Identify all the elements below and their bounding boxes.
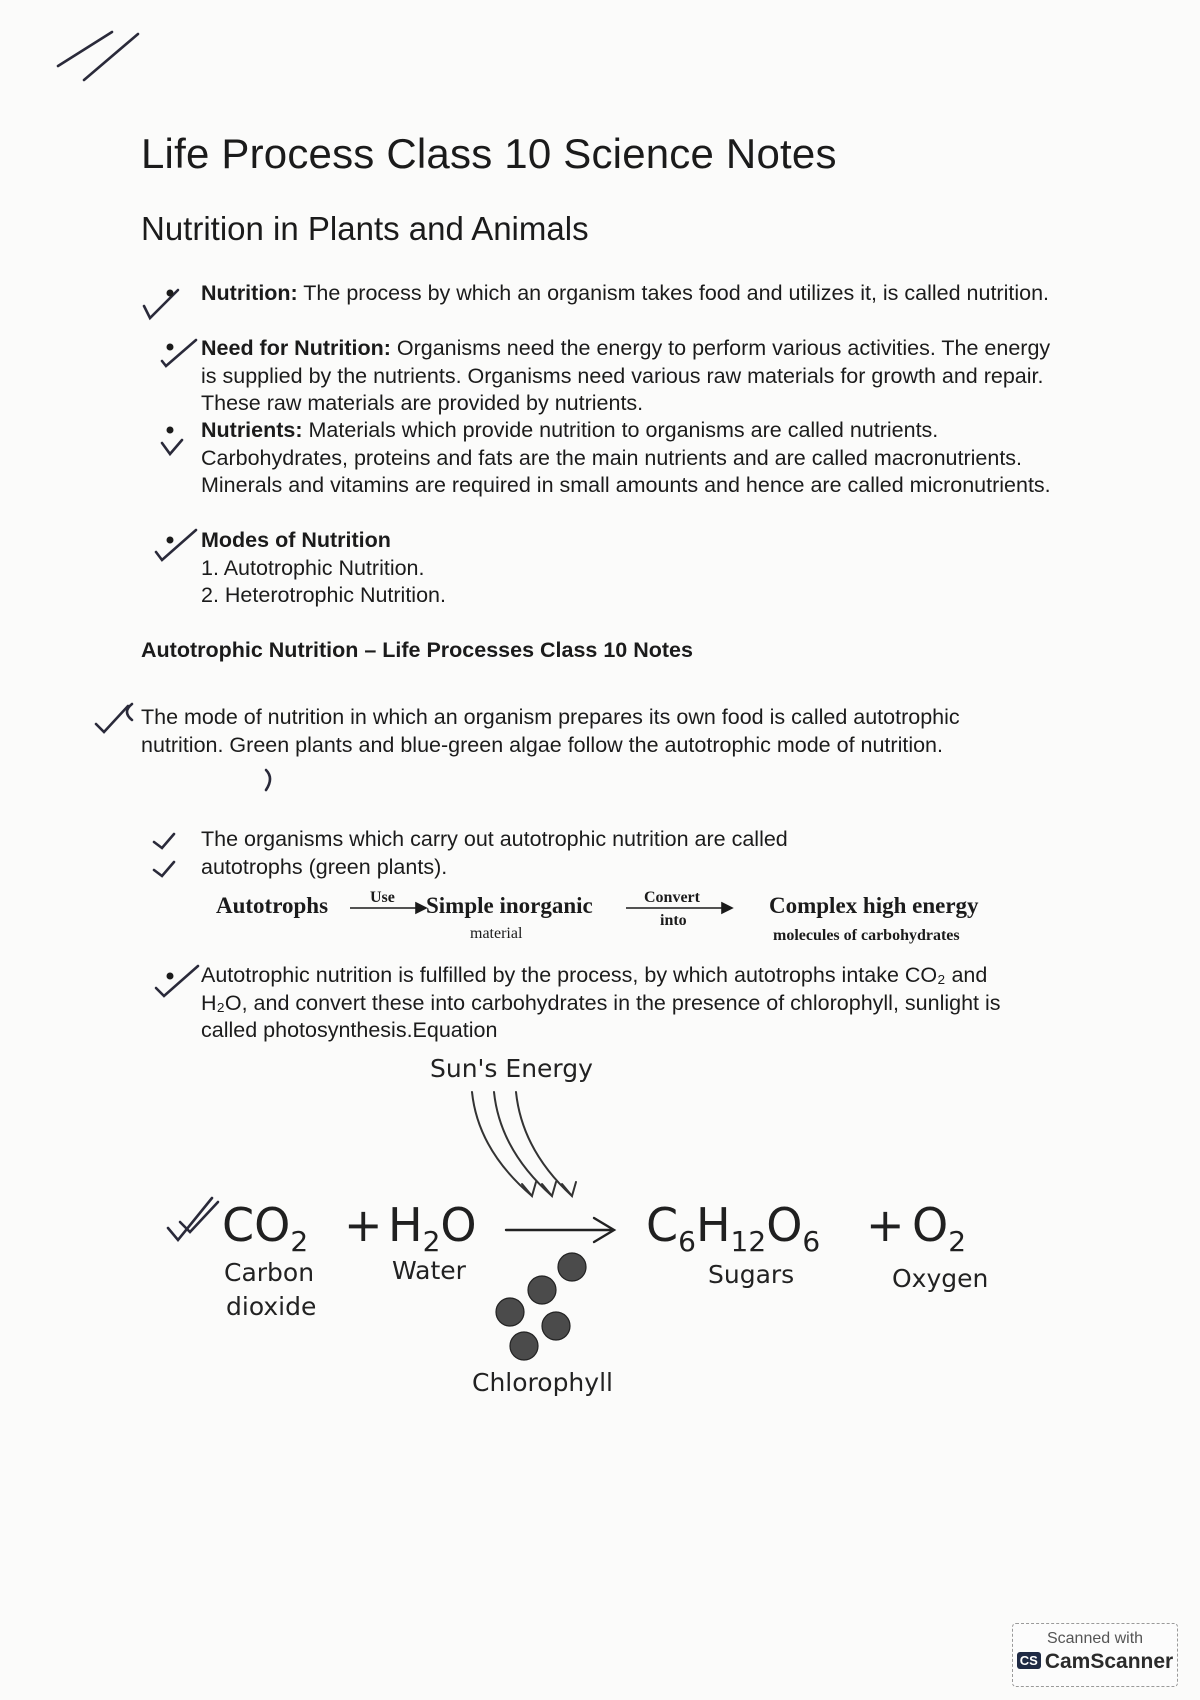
- camscanner-stamp: [1012, 1623, 1178, 1687]
- bullet-term: Modes of Nutrition: [201, 528, 391, 552]
- autotrophic-definition-paragraph: The mode of nutrition in which an organism prepares its own food is called autotrophic nutrition. Green plants and blue-green algae follow the autotrophic mode of nutrition.: [141, 705, 960, 757]
- mode-item-1: 1. Autotrophic Nutrition.: [201, 555, 425, 580]
- mode-item-2: 2. Heterotrophic Nutrition.: [201, 583, 446, 607]
- section-subtitle: Nutrition in Plants and Animals: [141, 210, 589, 247]
- label-chlorophyll: Chlorophyll: [472, 1368, 613, 1397]
- section-heading: Autotrophic Nutrition – Life Processes Class 10 Notes: [141, 638, 693, 662]
- flow-molecules-of-carbohydrates: molecules of carbohydrates: [773, 927, 960, 944]
- label-carbon: Carbon: [224, 1258, 315, 1287]
- label-sugars: Sugars: [708, 1260, 795, 1289]
- bullet-text: Materials which provide nutrition to organisms are called nutrients. Carbohydrates, proteins and fats are the main nutrients and are called macronutrients. Minerals and vitamins are required in small amounts and hence are called micronutrients.: [201, 418, 1051, 497]
- flow-convert-label: Convert: [644, 889, 700, 906]
- flow-complex-high-energy: Complex high energy: [769, 893, 979, 918]
- glucose-formula: $C_6H_{12}O_6$: [646, 1198, 821, 1258]
- co2-formula: $CO_2$: [222, 1198, 309, 1258]
- plus-sign-2: +: [866, 1198, 905, 1252]
- label-dioxide: dioxide: [226, 1292, 317, 1321]
- camscanner-logo-icon: CS: [1017, 1652, 1041, 1669]
- chlorophyll-granules: [496, 1253, 586, 1360]
- suns-energy-label: Sun's Energy: [430, 1054, 593, 1083]
- bullet-term: Nutrients:: [201, 418, 303, 442]
- flow-use-label: Use: [370, 889, 395, 906]
- flow-simple-inorganic: Simple inorganic: [426, 893, 593, 918]
- plus-sign-1: +: [344, 1198, 383, 1252]
- flow-into-label: into: [660, 912, 687, 929]
- label-oxygen: Oxygen: [892, 1264, 989, 1293]
- stamp-line-1: Scanned with: [1046, 1630, 1144, 1647]
- bullet-term: Need for Nutrition:: [201, 336, 391, 360]
- bullet-text: Organisms need the energy to perform various activities. The energy is supplied by the nutrients. Organisms need various raw materials for growth and repair. These raw materials are provided by nutrients.: [201, 336, 1051, 415]
- stamp-brand: CS CamScanner: [1013, 1650, 1177, 1674]
- autotrophs-bullet: The organisms which carry out autotrophic nutrition are called autotrophs (green plants).: [201, 827, 788, 879]
- flow-autotrophs: Autotrophs: [216, 893, 329, 918]
- o2-formula: $O_2$: [912, 1198, 967, 1258]
- photosynthesis-bullet: Autotrophic nutrition is fulfilled by the process, by which autotrophs intake CO₂ and H₂O, and convert these into carbohydrates in the presence of chlorophyll, sunlight is called photosynthesis.Equation: [201, 963, 1001, 1042]
- page-title: Life Process Class 10 Science Notes: [141, 130, 837, 177]
- label-water: Water: [392, 1256, 466, 1285]
- h2o-formula: $H_2O$: [388, 1198, 477, 1258]
- bullet-term: Nutrition:: [201, 281, 298, 305]
- bullet-text: The process by which an organism takes food and utilizes it, is called nutrition.: [297, 281, 1050, 305]
- flow-material: material: [470, 925, 523, 942]
